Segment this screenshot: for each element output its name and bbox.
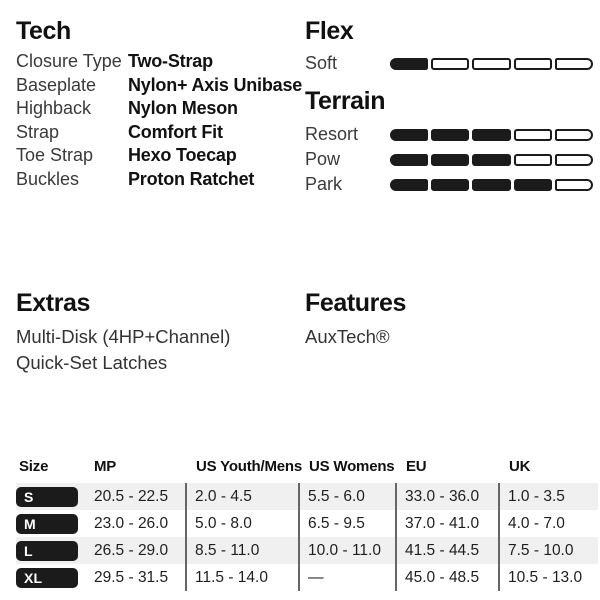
size-value-cell: 5.0 - 8.0 <box>186 510 299 537</box>
rating-label: Soft <box>305 53 338 73</box>
terrain-section-title: Terrain <box>305 87 386 115</box>
size-value-cell: — <box>299 564 396 591</box>
column-header-mp: MP <box>94 458 117 475</box>
flex-section <box>305 16 598 76</box>
rating-bar <box>390 179 593 191</box>
size-value-cell: 37.0 - 41.0 <box>396 510 499 537</box>
tech-rows <box>16 50 302 191</box>
terrain-rows <box>305 122 598 197</box>
spec-row <box>16 97 302 121</box>
extras-section-title: Extras <box>16 289 91 317</box>
rating-segment-empty <box>431 58 469 70</box>
spec-row <box>16 144 302 168</box>
rating-segment-filled <box>472 129 510 141</box>
size-value-cell: 7.5 - 10.0 <box>499 537 598 564</box>
spec-label: Toe Strap <box>16 145 94 166</box>
spec-row <box>16 74 302 98</box>
size-value-cell: 33.0 - 36.0 <box>396 483 499 510</box>
rating-bar <box>390 129 593 141</box>
extras-section <box>16 288 302 376</box>
size-value-cell: 41.5 - 44.5 <box>396 537 499 564</box>
rating-segment-empty <box>514 58 552 70</box>
rating-bar <box>390 58 593 70</box>
rating-bar <box>390 154 593 166</box>
column-header-uk: UK <box>509 458 531 475</box>
spec-value: Comfort Fit <box>128 121 223 142</box>
extras-item: Multi-Disk (4HP+Channel) <box>16 326 231 347</box>
spec-label: Highback <box>16 98 92 119</box>
size-value-cell: 45.0 - 48.5 <box>396 564 499 591</box>
rating-row <box>305 51 598 76</box>
rating-label: Resort <box>305 124 359 144</box>
size-value-cell: 5.5 - 6.0 <box>299 483 396 510</box>
rating-segment-filled <box>472 154 510 166</box>
flex-rows <box>305 51 598 76</box>
size-value-cell: 1.0 - 3.5 <box>499 483 598 510</box>
rating-segment-filled <box>390 58 428 70</box>
rating-row <box>305 147 598 172</box>
size-value-cell: 10.5 - 13.0 <box>499 564 598 591</box>
size-value-cell: 23.0 - 26.0 <box>94 514 169 532</box>
tech-section-title: Tech <box>16 17 71 45</box>
flex-section-title: Flex <box>305 17 354 45</box>
rating-segment-empty <box>555 154 593 166</box>
size-chart-table <box>16 458 598 591</box>
rating-segment-empty <box>472 58 510 70</box>
size-value-cell: 6.5 - 9.5 <box>299 510 396 537</box>
size-value-cell: 2.0 - 4.5 <box>186 483 299 510</box>
column-header-us-youth-mens: US Youth/Mens <box>196 458 303 475</box>
spec-value: Nylon Meson <box>128 98 238 119</box>
size-badge: S <box>16 487 78 507</box>
features-section-title: Features <box>305 289 407 317</box>
rating-segment-empty <box>514 129 552 141</box>
terrain-section <box>305 86 598 197</box>
size-value-cell: 20.5 - 22.5 <box>94 487 169 505</box>
spec-label: Baseplate <box>16 74 97 95</box>
size-value-cell: 11.5 - 14.0 <box>186 564 299 591</box>
size-value-cell: 4.0 - 7.0 <box>499 510 598 537</box>
rating-label: Pow <box>305 149 341 169</box>
size-badge: XL <box>16 568 78 588</box>
column-header-us-womens: US Womens <box>309 458 395 475</box>
size-value-cell: 8.5 - 11.0 <box>186 537 299 564</box>
spec-value: Two-Strap <box>128 51 213 72</box>
spec-label: Closure Type <box>16 51 122 72</box>
rating-label: Park <box>305 174 343 194</box>
rating-segment-empty <box>555 58 593 70</box>
rating-segment-filled <box>431 179 469 191</box>
rating-row <box>305 172 598 197</box>
spec-value: Hexo Toecap <box>128 145 237 166</box>
spec-label: Strap <box>16 121 60 142</box>
size-badge: L <box>16 541 78 561</box>
extras-items <box>16 324 302 376</box>
rating-segment-empty <box>555 179 593 191</box>
size-cell <box>16 564 94 591</box>
features-items <box>305 324 598 350</box>
size-value-cell: 29.5 - 31.5 <box>94 568 169 586</box>
size-value-cell: 26.5 - 29.0 <box>94 541 169 559</box>
size-value-cell: 10.0 - 11.0 <box>299 537 396 564</box>
rating-segment-filled <box>472 179 510 191</box>
rating-segment-filled <box>431 154 469 166</box>
rating-segment-filled <box>431 129 469 141</box>
rating-segment-empty <box>555 129 593 141</box>
spec-value: Proton Ratchet <box>128 168 255 189</box>
table-row <box>16 483 598 510</box>
spec-row <box>16 50 302 74</box>
size-cell <box>16 510 94 537</box>
table-row <box>16 510 598 537</box>
rating-segment-empty <box>514 154 552 166</box>
spec-row <box>16 168 302 192</box>
column-header-size: Size <box>19 458 49 475</box>
size-cell <box>16 537 94 564</box>
rating-row <box>305 122 598 147</box>
spec-label: Buckles <box>16 168 80 189</box>
size-badge: M <box>16 514 78 534</box>
rating-segment-filled <box>514 179 552 191</box>
rating-segment-filled <box>390 129 428 141</box>
table-row <box>16 564 598 591</box>
size-cell <box>16 483 94 510</box>
size-chart-header-row <box>16 458 598 483</box>
table-row <box>16 537 598 564</box>
tech-section <box>16 16 302 191</box>
features-section <box>305 288 598 350</box>
spec-value: Nylon+ Axis Unibase <box>128 74 303 95</box>
rating-segment-filled <box>390 154 428 166</box>
spec-row <box>16 121 302 145</box>
rating-segment-filled <box>390 179 428 191</box>
size-chart-body <box>16 483 598 591</box>
column-header-eu: EU <box>406 458 427 475</box>
extras-item: Quick-Set Latches <box>16 352 168 373</box>
features-item: AuxTech® <box>305 326 390 347</box>
